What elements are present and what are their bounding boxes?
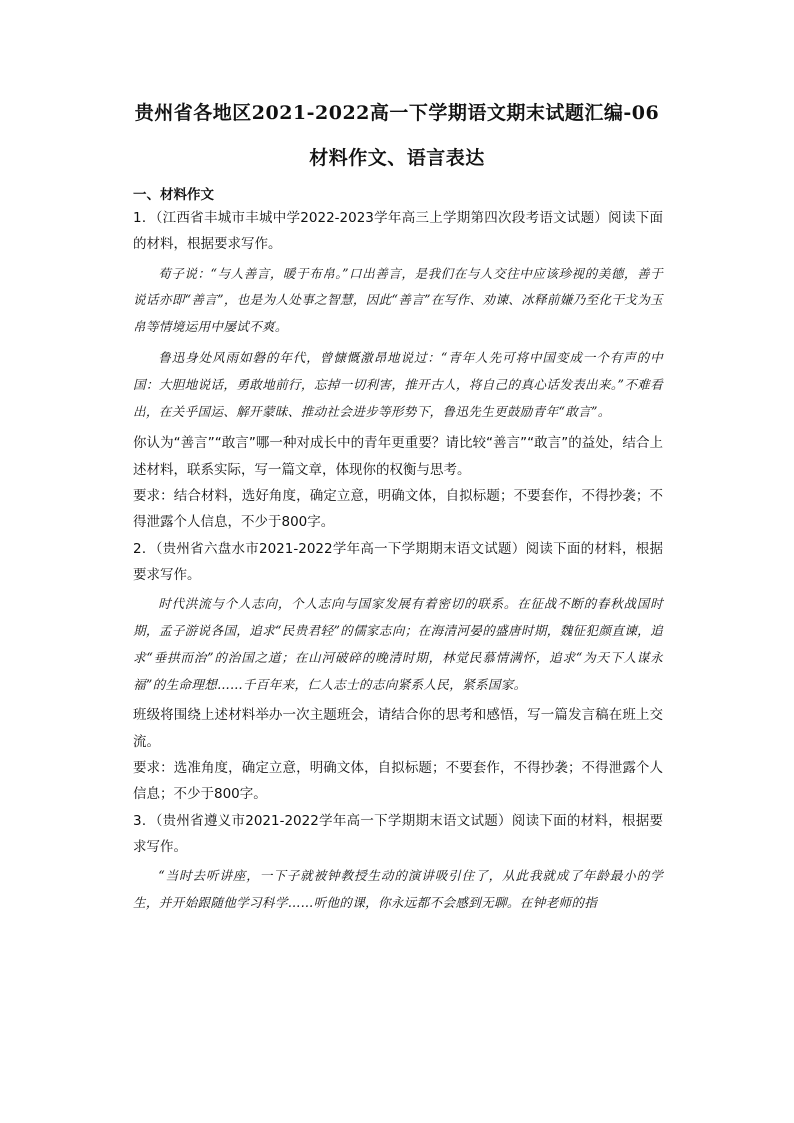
- question-1-material-paragraph-2: 鲁迅身处风雨如磐的年代，曾慷慨激昂地说过：“青年人先可将中国变成一个有声的中国：大胆地说话，勇敢地前行，忘掉一切利害，推开古人，将自己的真心话发表出来。”不难看出，在关乎国运、解开蒙昧、推动社会进步等形势下，鲁迅先生更鼓励青年“敢言”。: [133, 349, 663, 419]
- question-1-intro: 1．（江西省丰城市丰城中学2022-2023学年高三上学期第四次段考语文试题）阅读下面的材料，根据要求写作。: [133, 210, 663, 253]
- question-1-material-paragraph-1: 荀子说：“与人善言，暖于布帛。”口出善言，是我们在与人交往中应该珍视的美德，善于说话亦即“善言”，也是为人处事之智慧，因此“善言”在写作、劝谏、冰释前嫌乃至化干戈为玉帛等情境运用中屡试不爽。: [133, 265, 663, 335]
- question-2-material: 时代洪流与个人志向，个人志向与国家发展有着密切的联系。在征战不断的春秋战国时期，孟子游说各国，追求“民贵君轻”的儒家志向；在海清河晏的盛唐时期，魏征犯颜直谏，追求“垂拱而治”的治国之道；在山河破碎的晚清时期，林觉民慕情满怀，追求“为天下人谋永福”的生命理想……千百年来，仁人志士的志向紧系人民，紧系国家。: [133, 596, 663, 692]
- question-2-prompt: 班级将围绕上述材料举办一次主题班会，请结合你的思考和感悟，写一篇发言稿在班上交流。: [133, 707, 663, 750]
- question-3-material: “当时去听讲座，一下子就被钟教授生动的演讲吸引住了，从此我就成了年龄最小的学生，并开始跟随他学习科学……听他的课，你永远都不会感到无聊。在钟老师的指: [133, 868, 663, 910]
- question-3-intro: 3．（贵州省遵义市2021-2022学年高一下学期期末语文试题）阅读下面的材料，根据要求写作。: [133, 812, 663, 855]
- document-title: 贵州省各地区2021-2022高一下学期语文期末试题汇编-06: [134, 102, 660, 124]
- question-1-prompt: 你认为“善言”“敢言”哪一种对成长中的青年更重要？请比较“善言”“敢言”的益处，结合上述材料，联系实际，写一篇文章，体现你的权衡与思考。: [133, 435, 663, 478]
- section-heading: 一、材料作文: [133, 187, 214, 203]
- document-subtitle: 材料作文、语言表达: [309, 147, 485, 169]
- document-body: [133, 183, 663, 917]
- question-2-intro: 2．（贵州省六盘水市2021-2022学年高一下学期期末语文试题）阅读下面的材料，根据要求写作。: [133, 540, 663, 583]
- question-1-requirements: 要求：结合材料，选好角度，确定立意，明确文体，自拟标题；不要套作，不得抄袭；不得泄露个人信息，不少于800字。: [133, 487, 663, 531]
- question-2-requirements: 要求：选准角度，确定立意，明确文体，自拟标题；不要套作，不得抄袭；不得泄露个人信息；不少于800字。: [133, 759, 663, 803]
